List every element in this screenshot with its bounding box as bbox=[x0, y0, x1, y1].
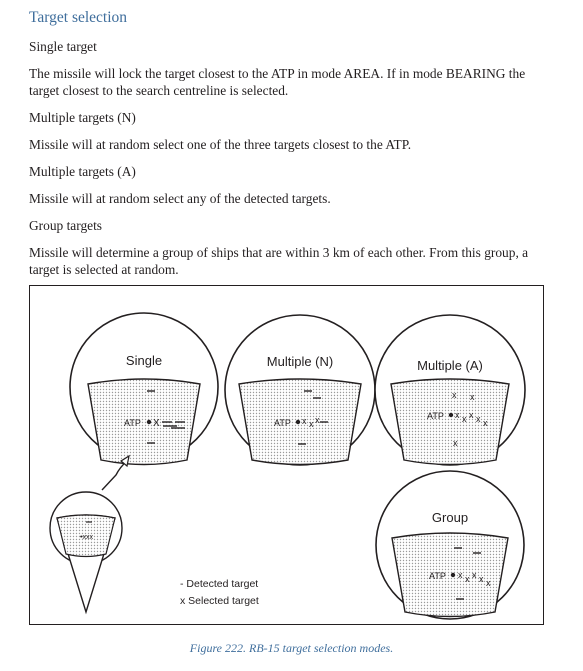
selected-target-marker: x bbox=[476, 414, 481, 424]
selected-target-marker: x bbox=[472, 570, 477, 580]
selected-target-marker: x bbox=[458, 570, 463, 580]
multiple-a-paragraph: Missile will at random select any of the detected targets. bbox=[29, 191, 331, 206]
atp-dot bbox=[296, 420, 300, 424]
selected-target-marker: x bbox=[479, 574, 484, 584]
selected-target-marker: x bbox=[483, 418, 488, 428]
target-selection-figure bbox=[29, 285, 544, 625]
atp-dot bbox=[451, 573, 455, 577]
selected-target-marker: x bbox=[462, 414, 467, 424]
figure-legend bbox=[180, 578, 259, 607]
selected-target-marker: X bbox=[153, 418, 160, 429]
group-label: Group bbox=[431, 510, 469, 525]
legend-detected: - Detected target bbox=[180, 578, 259, 590]
single-target-paragraph: The missile will lock the target closest to the ATP in mode AREA. If in mode BEARING the target closest to the search centreline is selected. bbox=[29, 66, 526, 98]
panel-multiple-a bbox=[375, 315, 525, 465]
selected-target-marker: x bbox=[302, 416, 307, 426]
atp-dot bbox=[449, 413, 453, 417]
panel-single bbox=[70, 313, 218, 465]
group-atp-label: ATP bbox=[429, 571, 446, 581]
multiple-a-atp-label: ATP bbox=[427, 411, 444, 421]
selected-target-marker: x bbox=[470, 392, 475, 402]
multiple-a-label: Multiple (A) bbox=[417, 358, 483, 373]
figure-caption: Figure 222. RB-15 target selection modes. bbox=[189, 641, 394, 655]
selected-target-marker: x bbox=[452, 390, 457, 400]
panel-multiple-n bbox=[225, 315, 375, 465]
selected-target-marker: x bbox=[469, 410, 474, 420]
multiple-n-label: Multiple (N) bbox=[266, 354, 334, 369]
selected-target-marker: x bbox=[309, 419, 314, 429]
group-search-sector bbox=[392, 533, 508, 617]
figure-svg bbox=[30, 286, 545, 626]
selected-target-marker: •xxx bbox=[80, 534, 93, 541]
selected-target-marker: x bbox=[486, 578, 491, 588]
selected-target-marker: x bbox=[455, 410, 460, 420]
zoom-arrow bbox=[102, 461, 127, 490]
group-targets-heading: Group targets bbox=[29, 218, 103, 233]
panel-group bbox=[376, 471, 524, 619]
single-label: Single bbox=[125, 353, 163, 368]
single-target-heading: Single target bbox=[29, 39, 97, 54]
atp-dot bbox=[147, 420, 151, 424]
missile-cone bbox=[50, 456, 129, 612]
multiple-a-search-sector bbox=[391, 379, 509, 465]
single-atp-label: ATP bbox=[124, 418, 141, 428]
group-targets-paragraph: Missile will determine a group of ships that are within 3 km of each other. From this group, a target is selected at random. bbox=[29, 245, 529, 277]
multiple-a-heading: Multiple targets (A) bbox=[29, 164, 136, 179]
selected-target-marker: x bbox=[465, 574, 470, 584]
legend-selected: x Selected target bbox=[180, 595, 259, 607]
selected-target-marker: x bbox=[315, 415, 320, 425]
multiple-n-heading: Multiple targets (N) bbox=[29, 110, 136, 125]
selected-target-marker: x bbox=[453, 438, 458, 448]
multiple-n-paragraph: Missile will at random select one of the three targets closest to the ATP. bbox=[29, 137, 412, 152]
section-title: Target selection bbox=[29, 9, 128, 26]
multiple-n-atp-label: ATP bbox=[274, 418, 291, 428]
